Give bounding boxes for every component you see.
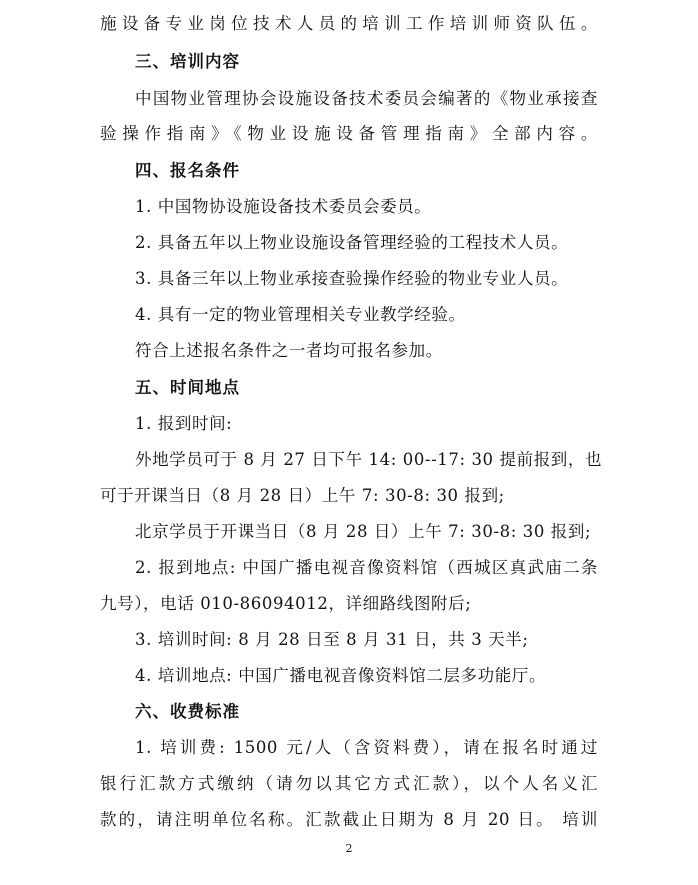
section-heading-training-content: 三、培训内容 <box>135 52 240 71</box>
list-item: 2. 报到地点: 中国广播电视音像资料馆（西城区真武庙二条 <box>135 558 598 577</box>
paragraph-line: 符合上述报名条件之一者均可报名参加。 <box>135 341 443 360</box>
list-item: 1. 中国物协设施设备技术委员会委员。 <box>135 197 432 216</box>
paragraph-line: 银行汇款方式缴纳（请勿以其它方式汇款），以个人名义汇 <box>100 774 598 793</box>
paragraph-line: 可于开课当日（8 月 28 日）上午 7: 30-8: 30 报到; <box>100 486 505 505</box>
section-heading-registration-conditions: 四、报名条件 <box>135 161 240 180</box>
list-item: 1. 培训费: 1500 元/人（含资料费），请在报名时通过 <box>135 738 598 757</box>
paragraph-line: 中国物业管理协会设施设备技术委员会编著的《物业承接查 <box>135 89 598 108</box>
paragraph-line: 九号），电话 010-86094012，详细路线图附后; <box>100 594 472 613</box>
paragraph-line: 验操作指南》《物业设施设备管理指南》全部内容。 <box>100 124 598 143</box>
list-item: 4. 具有一定的物业管理相关专业教学经验。 <box>135 305 466 324</box>
paragraph-line: 施设备专业岗位技术人员的培训工作培训师资队伍。 <box>100 14 598 33</box>
paragraph-line: 外地学员可于 8 月 27 日下午 14: 00--17: 30 提前报到，也 <box>135 450 603 469</box>
section-heading-time-location: 五、时间地点 <box>135 378 240 397</box>
paragraph-line: 北京学员于开课当日（8 月 28 日）上午 7: 30-8: 30 报到; <box>135 522 592 541</box>
page-number: 2 <box>345 842 353 855</box>
paragraph-line: 款的，请注明单位名称。汇款截止日期为 8 月 20 日。 培训 <box>100 810 598 829</box>
list-item: 1. 报到时间: <box>135 414 233 433</box>
section-heading-fee-standard: 六、收费标准 <box>135 702 240 721</box>
list-item: 3. 培训时间: 8 月 28 日至 8 月 31 日，共 3 天半; <box>135 630 529 649</box>
list-item: 4. 培训地点: 中国广播电视音像资料馆二层多功能厅。 <box>135 666 546 685</box>
list-item: 3. 具备三年以上物业承接查验操作经验的物业专业人员。 <box>135 269 569 288</box>
list-item: 2. 具备五年以上物业设施设备管理经验的工程技术人员。 <box>135 233 569 252</box>
